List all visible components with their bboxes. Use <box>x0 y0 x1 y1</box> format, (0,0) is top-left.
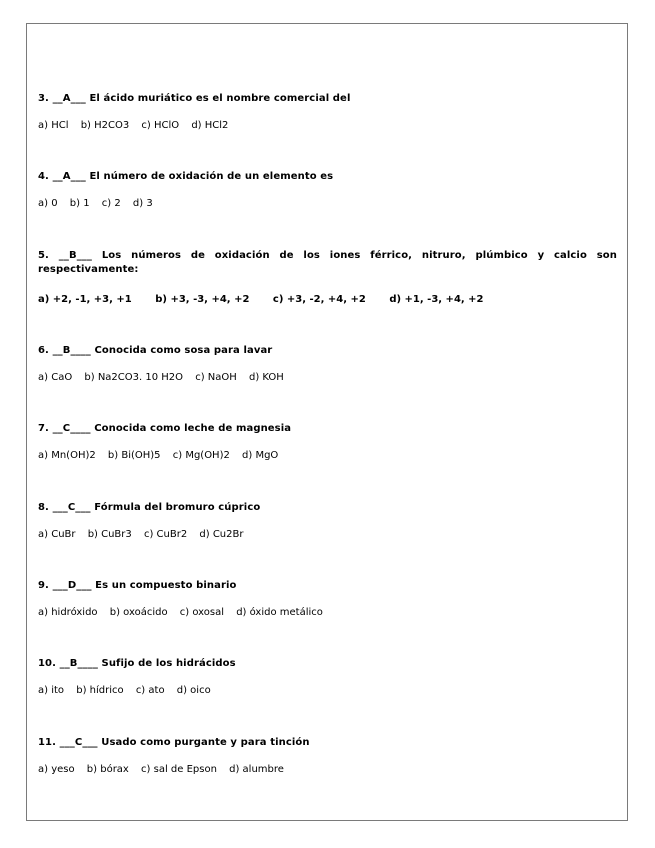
options-row <box>38 119 237 133</box>
option-c: c) HClO <box>141 120 180 131</box>
answer-blank: __A___ <box>52 93 86 104</box>
option-d: d) 3 <box>132 198 153 209</box>
option-d: d) Cu2Br <box>199 529 244 540</box>
question-number: 7. <box>38 423 49 434</box>
answer-blank: __B___ <box>58 250 93 261</box>
answer-blank: ___D___ <box>52 580 92 591</box>
option-d: d) +1, -3, +4, +2 <box>389 294 484 305</box>
question-number: 11. <box>38 737 57 748</box>
option-b: b) 1 <box>69 198 90 209</box>
option-c: c) CuBr2 <box>143 529 188 540</box>
options-row <box>38 528 252 542</box>
option-c: c) 2 <box>101 198 121 209</box>
answer-blank: __B____ <box>59 658 98 669</box>
option-b: b) Bi(OH)5 <box>107 450 161 461</box>
option-c: c) Mg(OH)2 <box>172 450 230 461</box>
question-text: Sufijo de los hidrácidos <box>101 658 236 669</box>
question-stem <box>38 92 617 106</box>
option-d: d) KOH <box>248 372 284 383</box>
option-d: d) MgO <box>242 450 279 461</box>
question-stem <box>38 344 617 358</box>
question-8 <box>38 501 617 540</box>
options-row <box>38 371 293 385</box>
question-number: 5. <box>38 250 49 261</box>
question-text: Conocida como sosa para lavar <box>94 345 273 356</box>
option-a: a) yeso <box>38 764 75 775</box>
options-row <box>38 763 293 777</box>
question-number: 4. <box>38 171 49 182</box>
option-b: b) H2CO3 <box>80 120 130 131</box>
option-c: c) ato <box>135 685 165 696</box>
question-10 <box>38 657 617 696</box>
question-stem <box>38 249 617 277</box>
question-3 <box>38 92 617 131</box>
option-b: b) hídrico <box>76 685 124 696</box>
question-number: 6. <box>38 345 49 356</box>
question-text: Es un compuesto binario <box>95 580 237 591</box>
answer-blank: ___C___ <box>52 502 91 513</box>
question-stem <box>38 501 617 515</box>
answer-blank: __A___ <box>52 171 86 182</box>
option-a: a) CuBr <box>38 529 76 540</box>
option-a: a) hidróxido <box>38 607 98 618</box>
question-9 <box>38 579 617 618</box>
question-6 <box>38 344 617 383</box>
option-d: d) HCl2 <box>191 120 229 131</box>
question-4 <box>38 170 617 209</box>
answer-blank: ___C___ <box>59 737 98 748</box>
option-a: a) CaO <box>38 372 73 383</box>
question-stem <box>38 657 617 671</box>
question-text: Los números de oxidación de los iones férrico, nitruro, plúmbico y calcio son respectivamente: <box>38 250 617 275</box>
option-a: a) Mn(OH)2 <box>38 450 96 461</box>
option-d: d) óxido metálico <box>236 607 323 618</box>
option-b: b) bórax <box>86 764 129 775</box>
question-stem <box>38 579 617 593</box>
option-d: d) oico <box>176 685 211 696</box>
question-text: El ácido muriático es el nombre comercial del <box>89 93 351 104</box>
question-number: 10. <box>38 658 57 669</box>
option-b: b) +3, -3, +4, +2 <box>155 294 250 305</box>
answer-blank: __C____ <box>52 423 91 434</box>
option-c: c) +3, -2, +4, +2 <box>272 294 366 305</box>
options-row <box>38 684 220 698</box>
question-stem <box>38 170 617 184</box>
option-c: c) NaOH <box>195 372 237 383</box>
option-a: a) 0 <box>38 198 58 209</box>
option-a: a) +2, -1, +3, +1 <box>38 294 132 305</box>
question-5 <box>38 249 617 305</box>
option-a: a) HCl <box>38 120 69 131</box>
option-c: c) oxosal <box>179 607 224 618</box>
question-text: El número de oxidación de un elemento es <box>89 171 334 182</box>
question-number: 9. <box>38 580 49 591</box>
options-row <box>38 293 493 307</box>
option-a: a) ito <box>38 685 65 696</box>
question-text: Fórmula del bromuro cúprico <box>94 502 261 513</box>
question-7 <box>38 422 617 461</box>
question-stem <box>38 422 617 436</box>
option-b: b) CuBr3 <box>87 529 132 540</box>
question-text: Conocida como leche de magnesia <box>94 423 292 434</box>
question-11 <box>38 736 617 775</box>
options-row <box>38 449 287 463</box>
options-row <box>38 197 162 211</box>
answer-blank: __B____ <box>52 345 91 356</box>
option-c: c) sal de Epson <box>141 764 217 775</box>
option-b: b) oxoácido <box>109 607 168 618</box>
question-stem <box>38 736 617 750</box>
question-number: 8. <box>38 502 49 513</box>
question-number: 3. <box>38 93 49 104</box>
option-d: d) alumbre <box>229 764 284 775</box>
option-b: b) Na2CO3. 10 H2O <box>84 372 184 383</box>
question-text: Usado como purgante y para tinción <box>101 737 310 748</box>
options-row <box>38 606 332 620</box>
